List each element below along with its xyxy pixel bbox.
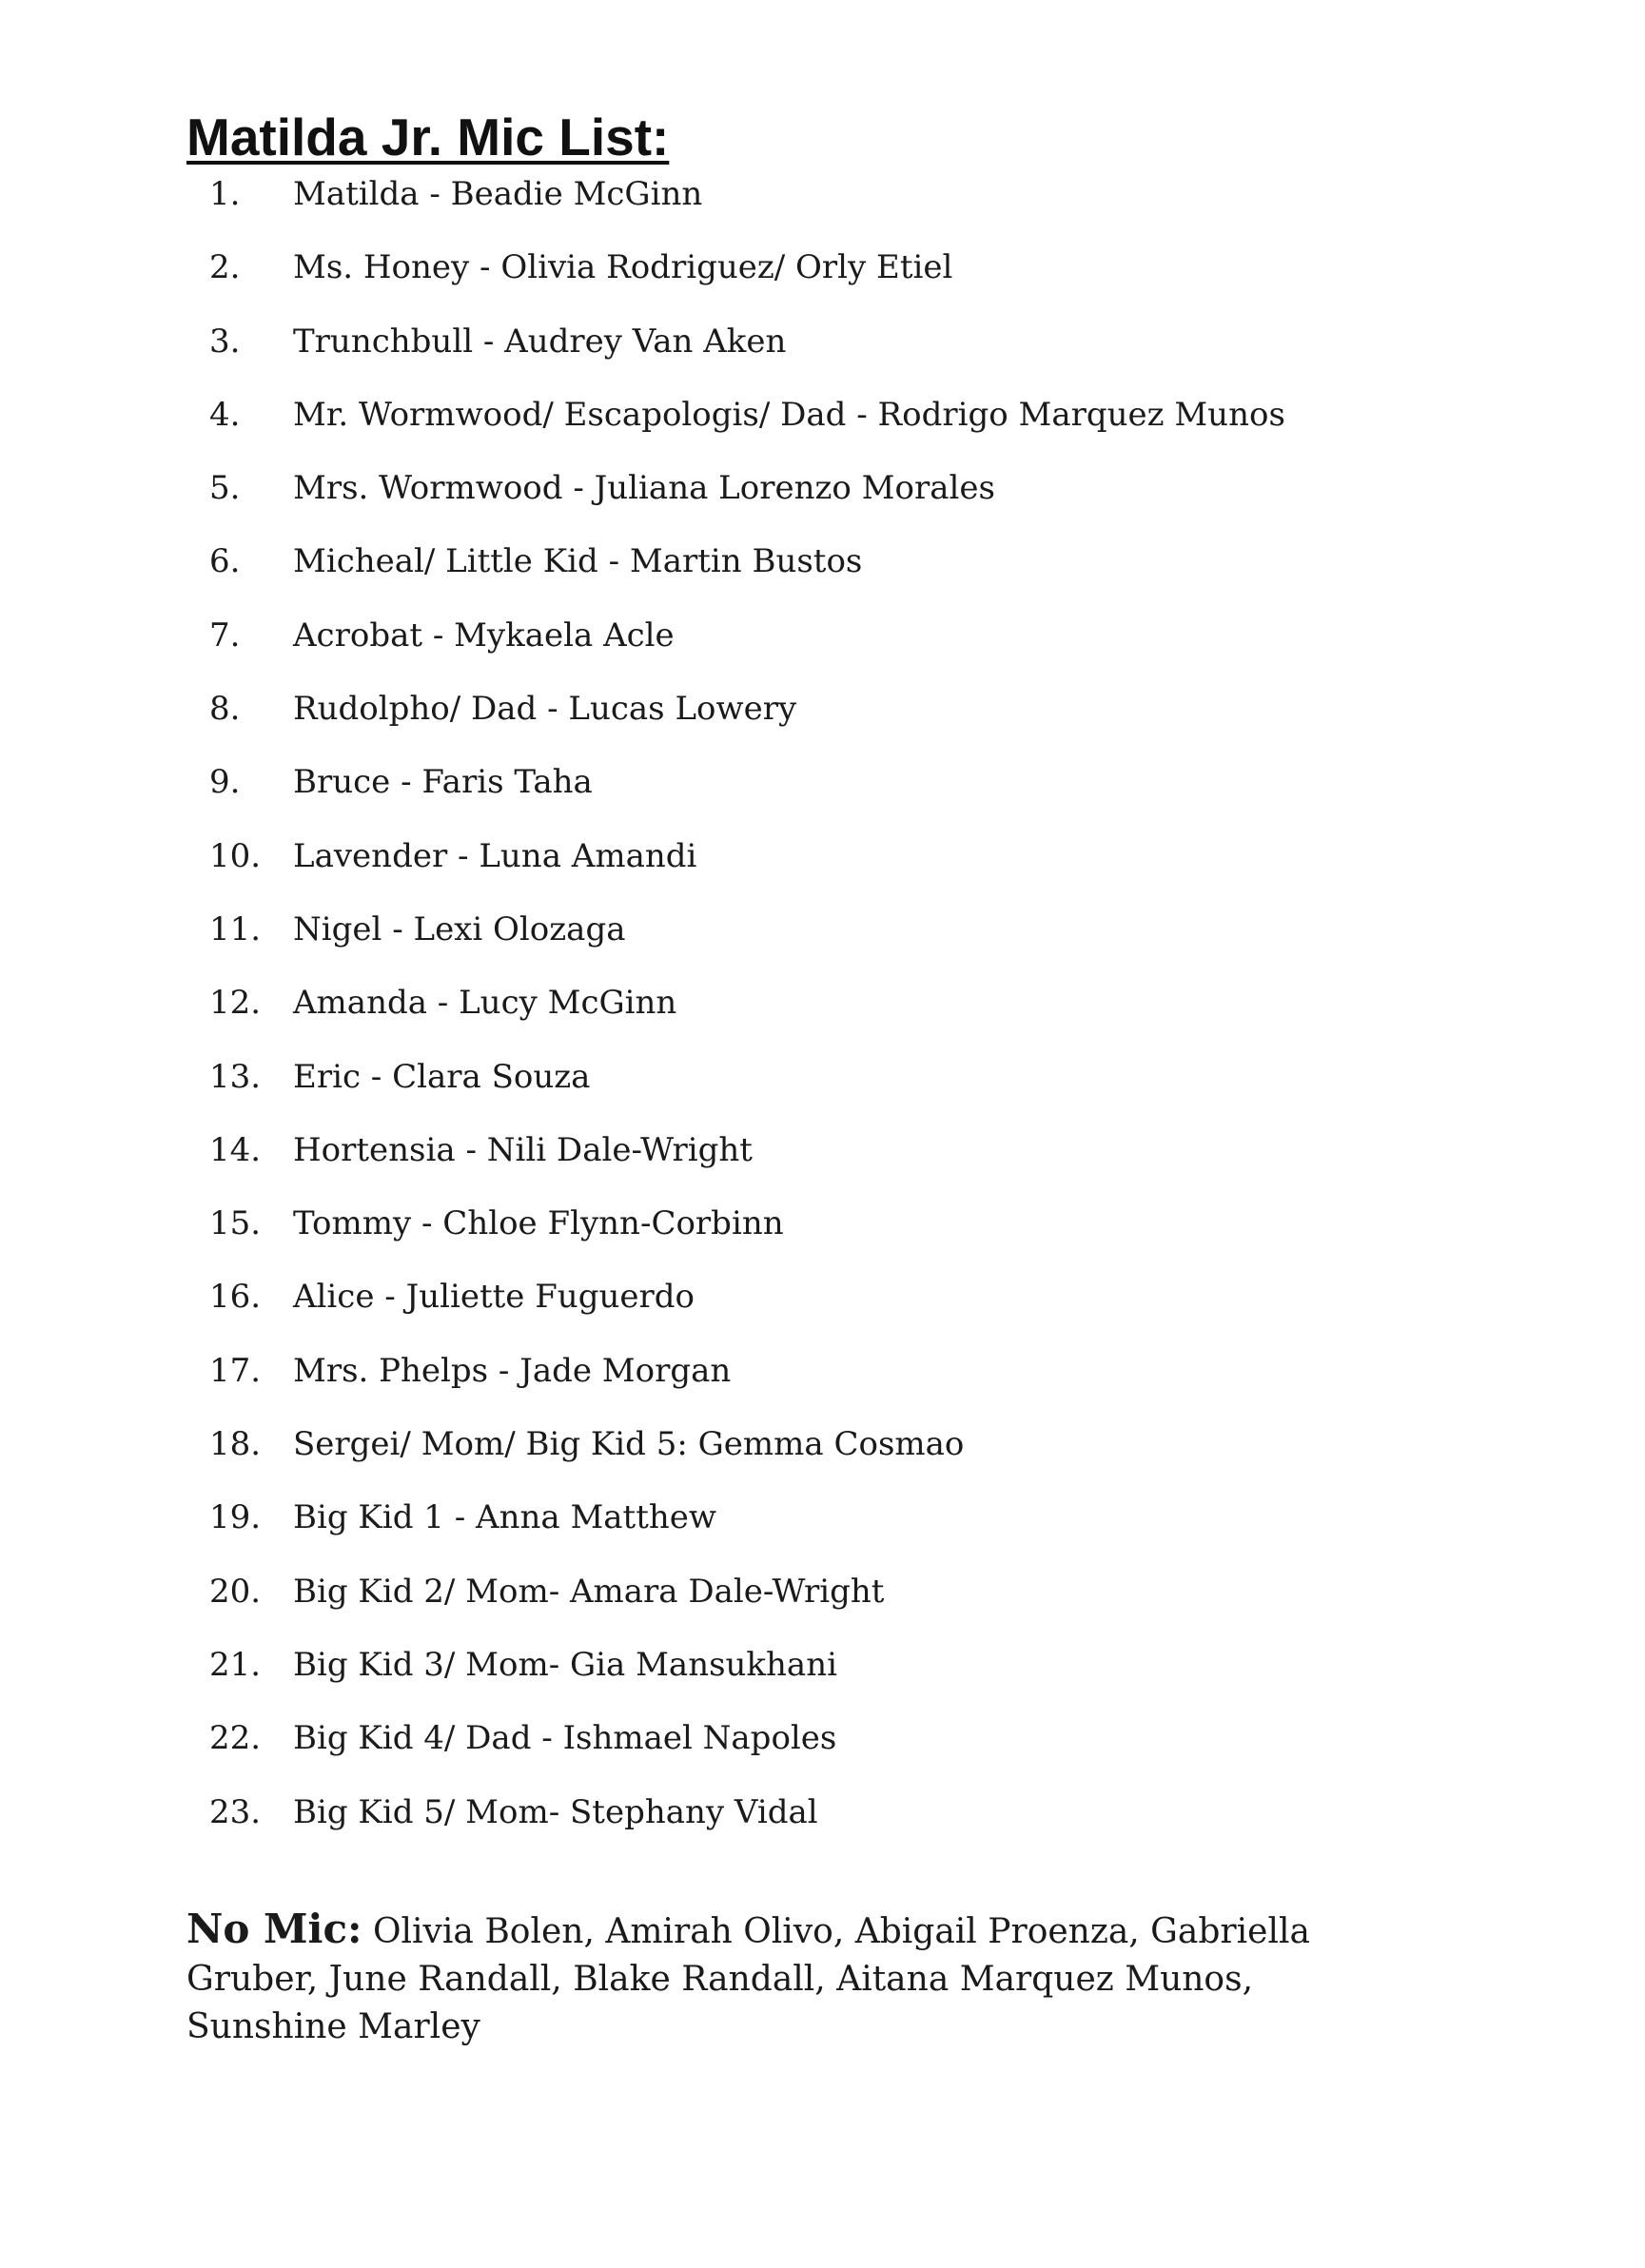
list-item-number: 7.	[209, 616, 241, 655]
list-item-number: 22.	[209, 1719, 262, 1758]
list-item-text: Trunchbull - Audrey Van Aken	[293, 322, 787, 361]
list-item-text: Big Kid 5/ Mom- Stephany Vidal	[293, 1792, 818, 1831]
list-item-number: 18.	[209, 1425, 262, 1464]
list-item-text: Hortensia - Nili Dale-Wright	[293, 1130, 753, 1169]
list-item-number: 23.	[209, 1792, 262, 1831]
list-item-text: Big Kid 3/ Mom- Gia Mansukhani	[293, 1645, 837, 1684]
list-item-text: Rudolpho/ Dad - Lucas Lowery	[293, 690, 797, 729]
list-item-text: Sergei/ Mom/ Big Kid 5: Gemma Cosmao	[293, 1425, 965, 1464]
list-item-number: 1.	[209, 175, 241, 213]
list-item-number: 11.	[209, 909, 262, 948]
list-item-number: 21.	[209, 1645, 262, 1684]
list-item-text: Lavender - Luna Amandi	[293, 836, 697, 875]
list-item-number: 13.	[209, 1057, 262, 1096]
list-item-text: Micheal/ Little Kid - Martin Bustos	[293, 542, 863, 581]
list-item-text: Big Kid 2/ Mom- Amara Dale-Wright	[293, 1572, 885, 1611]
list-item-text: Big Kid 1 - Anna Matthew	[293, 1498, 716, 1537]
list-item-number: 10.	[209, 836, 262, 875]
list-item-text: Ms. Honey - Olivia Rodriguez/ Orly Etiel	[293, 248, 953, 287]
list-item-number: 12.	[209, 984, 262, 1023]
list-item-number: 20.	[209, 1572, 262, 1611]
list-item-text: Bruce - Faris Taha	[293, 763, 593, 802]
list-item-number: 5.	[209, 469, 241, 508]
page-title: Matilda Jr. Mic List:	[186, 108, 670, 166]
list-item-text: Amanda - Lucy McGinn	[293, 984, 677, 1023]
list-item-number: 2.	[209, 248, 241, 287]
list-item-text: Eric - Clara Souza	[293, 1057, 591, 1096]
list-item-text: Alice - Juliette Fuguerdo	[293, 1278, 695, 1317]
list-item-number: 9.	[209, 763, 241, 802]
list-item-number: 15.	[209, 1204, 262, 1243]
list-item-number: 17.	[209, 1351, 262, 1390]
list-item-text: Tommy - Chloe Flynn-Corbinn	[293, 1204, 784, 1243]
list-item-number: 16.	[209, 1278, 262, 1317]
list-item-text: Mrs. Wormwood - Juliana Lorenzo Morales	[293, 469, 995, 508]
list-item-text: Mr. Wormwood/ Escapologis/ Dad - Rodrigo Marquez Munos	[293, 395, 1285, 434]
list-item-number: 19.	[209, 1498, 262, 1537]
list-item-number: 14.	[209, 1130, 262, 1169]
list-item-number: 6.	[209, 542, 241, 581]
list-item-text: Big Kid 4/ Dad - Ishmael Napoles	[293, 1719, 837, 1758]
list-item-text: Matilda - Beadie McGinn	[293, 175, 703, 213]
list-item-number: 3.	[209, 322, 241, 361]
no-mic-names: Olivia Bolen, Amirah Olivo, Abigail Proenza, Gabriella Gruber, June Randall, Blake Randall, Aitana Marquez Munos, Sunshine Marley	[186, 1912, 1310, 2046]
no-mic-section	[186, 1906, 1423, 2051]
list-item-text: Mrs. Phelps - Jade Morgan	[293, 1351, 732, 1390]
list-item-number: 8.	[209, 690, 241, 729]
list-item-number: 4.	[209, 395, 241, 434]
no-mic-label: No Mic:	[186, 1906, 362, 1952]
list-item-text: Acrobat - Mykaela Acle	[293, 616, 675, 655]
list-item-text: Nigel - Lexi Olozaga	[293, 909, 626, 948]
